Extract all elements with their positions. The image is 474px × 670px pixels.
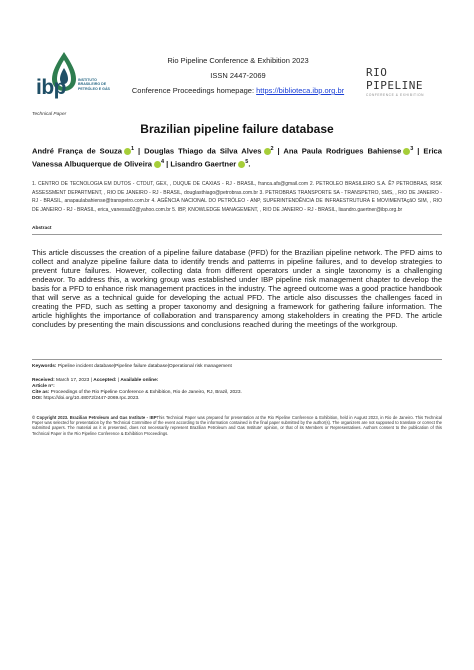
cite-label: Cite as: — [32, 390, 50, 395]
rio-pipeline-logo-subtitle: CONFERENCE & EXHIBITION — [366, 93, 425, 97]
dates-line: Received: March 17, 2023 | Accepted: | Available online: — [32, 378, 159, 383]
author-separator: | — [134, 146, 145, 156]
paper-type: Technical Paper — [32, 112, 67, 117]
author-separator: . — [248, 159, 251, 169]
available-online-label: Available online: — [120, 378, 159, 383]
doi-value[interactable]: https://doi.org/10.48072/2447-2069.rpc.2023. — [43, 396, 140, 401]
author-affiliation-number: 4 — [161, 159, 165, 166]
divider — [32, 234, 442, 235]
author-affiliation-number: 2 — [270, 146, 274, 152]
author-list — [32, 144, 442, 170]
doi-line — [32, 396, 242, 402]
ibp-logo-subtitle: INSTITUTO BRASILEIRO DE PETRÓLEO E GÁS — [78, 78, 110, 91]
article-metadata — [32, 378, 242, 402]
orcid-icon[interactable] — [264, 148, 271, 155]
rio-pipeline-logo-text: RIO PIPELINE — [366, 66, 423, 92]
abstract-heading: Abstract — [32, 226, 52, 231]
issn: ISSN 2447-2069 — [210, 71, 266, 80]
divider — [32, 359, 442, 360]
author-name: Douglas Thiago da Silva Alves — [144, 146, 262, 156]
author-name: André França de Souza — [32, 146, 123, 156]
received-value: March 17, 2023 — [56, 378, 90, 383]
homepage-line — [110, 86, 366, 95]
author-separator: | — [273, 146, 284, 156]
homepage-link[interactable]: https://biblioteca.ibp.org.br — [256, 86, 345, 95]
author-name: Ana Paula Rodrigues Bahiense — [283, 146, 402, 156]
copyright-label: © Copyright 2023. Brazilian Petroleum and Gas Institute - IBP — [32, 415, 157, 420]
orcid-icon[interactable] — [124, 148, 131, 155]
rio-pipeline-logo — [366, 66, 440, 97]
author-affiliation-number: 3 — [410, 146, 414, 152]
doi-label: DOI: — [32, 396, 43, 401]
conference-name: Rio Pipeline Conference & Exhibition 2023 — [167, 56, 309, 65]
author-name: Erica Vanessa Albuquerque de Oliveira — [32, 146, 442, 169]
keywords-label: Keywords: — [32, 364, 57, 369]
cite-value: Proceedings of the Rio Pipeline Conference & Exhibition, Rio de Janeiro, RJ, Brazil, 2023. — [50, 390, 242, 395]
author-affiliation-number: 5 — [245, 159, 249, 166]
affiliations: 1. CENTRO DE TECNOLOGIA EM DUTOS - CTDUT, GEX, , DUQUE DE CAXIAS - RJ - BRASIL, franca.afs@gmail.com 2. PETROLEO BRASILEIRO S.A. Ȅ? PETROBRAS, RISK ASSESSMENT DEPARTMENT, , RIO DE JANEIRO - RJ - BRASIL, douglasthiago@petrobras.com.br 3. PETROBRAS TRANSPORTE SA - TRANSPETRO, SMS, , RIO DE JANEIRO - RJ - BRASIL, anapaulabahiense@transpetro.com.br 4. AGÊNCIA NACIONAL DO PETRÓLEO - ANP, SUPERINTENDÊNCIA DE INFRAESTRUTURA E MOVIMENTAçãO SIM, , RIO DE JANEIRO - RJ - BRASIL, erica_vanessa02@yahoo.com.br 5. IBP, KNOWLEDGE MANAGEMENT, , RIO DE JANEIRO - RJ - BRASIL, lisandro.gaertner@ibp.org.br — [32, 181, 442, 213]
article-number-label: Article n°: — [32, 384, 55, 389]
received-label: Received: — [32, 378, 55, 383]
author-affiliation-number: 1 — [131, 146, 135, 152]
keywords-value: Pipeline incident database|Pipeline failure database|Operational risk management — [57, 364, 232, 369]
orcid-icon[interactable] — [154, 161, 161, 168]
paper-title: Brazilian pipeline failure database — [140, 122, 334, 136]
ibp-logo-text: ibp — [36, 76, 66, 99]
abstract-text: This article discusses the creation of a pipeline failure database (PFD) for the Brazilian pipeline network. The PFD aims to collect and analyze pipeline failure data to identify trends and patterns in pipeline failures, and to develop strategies to prevent future failures. However, collecting data from different operators under a single taxonomy is a challenging endeavor. To address this, a working group was established under IBP pipeline risk management chapter to develop the basis for a PFD to enhance risk management practices in the industry. The agreed outcome was a good practice handbook that will serve as a technical guide for developing the actual PFD. The article also discusses the challenges faced in creating the PFD, such as setting a proper taxonomy and designing a framework for gathering failure information. The article highlights the importance of collaboration and transparency among stakeholders in creating the PFD. The article concludes by presenting the main discussions and conclusions reached during the meetings of the workgroup. — [32, 248, 442, 330]
keywords-line — [32, 364, 232, 369]
copyright-notice — [32, 415, 442, 436]
author-separator: | — [413, 146, 424, 156]
author-separator: | — [164, 159, 171, 169]
copyright-text: This Technical Paper was prepared for presentation at the Rio Pipeline Conference & Exhibition, held in August 2023, in Rio de Janeiro. This Technical Paper was selected for presentation by the Technical Committee of the event according to the information contained in the final paper submitted by the author(s). The organizers are not supposed to translate or correct the submitted papers. The material as it is presented, does not necessarily represent Brazilian Petroleum and Gas Institute' opinion, or that of its Members or Representatives. Authors consent to the publication of this Technical Paper in the Rio Pipeline Conference & Exhibition Proceedings. — [32, 415, 442, 436]
author-name: Lisandro Gaertner — [170, 159, 237, 169]
accepted-label: Accepted: — [93, 378, 117, 383]
homepage-label: Conference Proceedings homepage: — [131, 86, 255, 95]
